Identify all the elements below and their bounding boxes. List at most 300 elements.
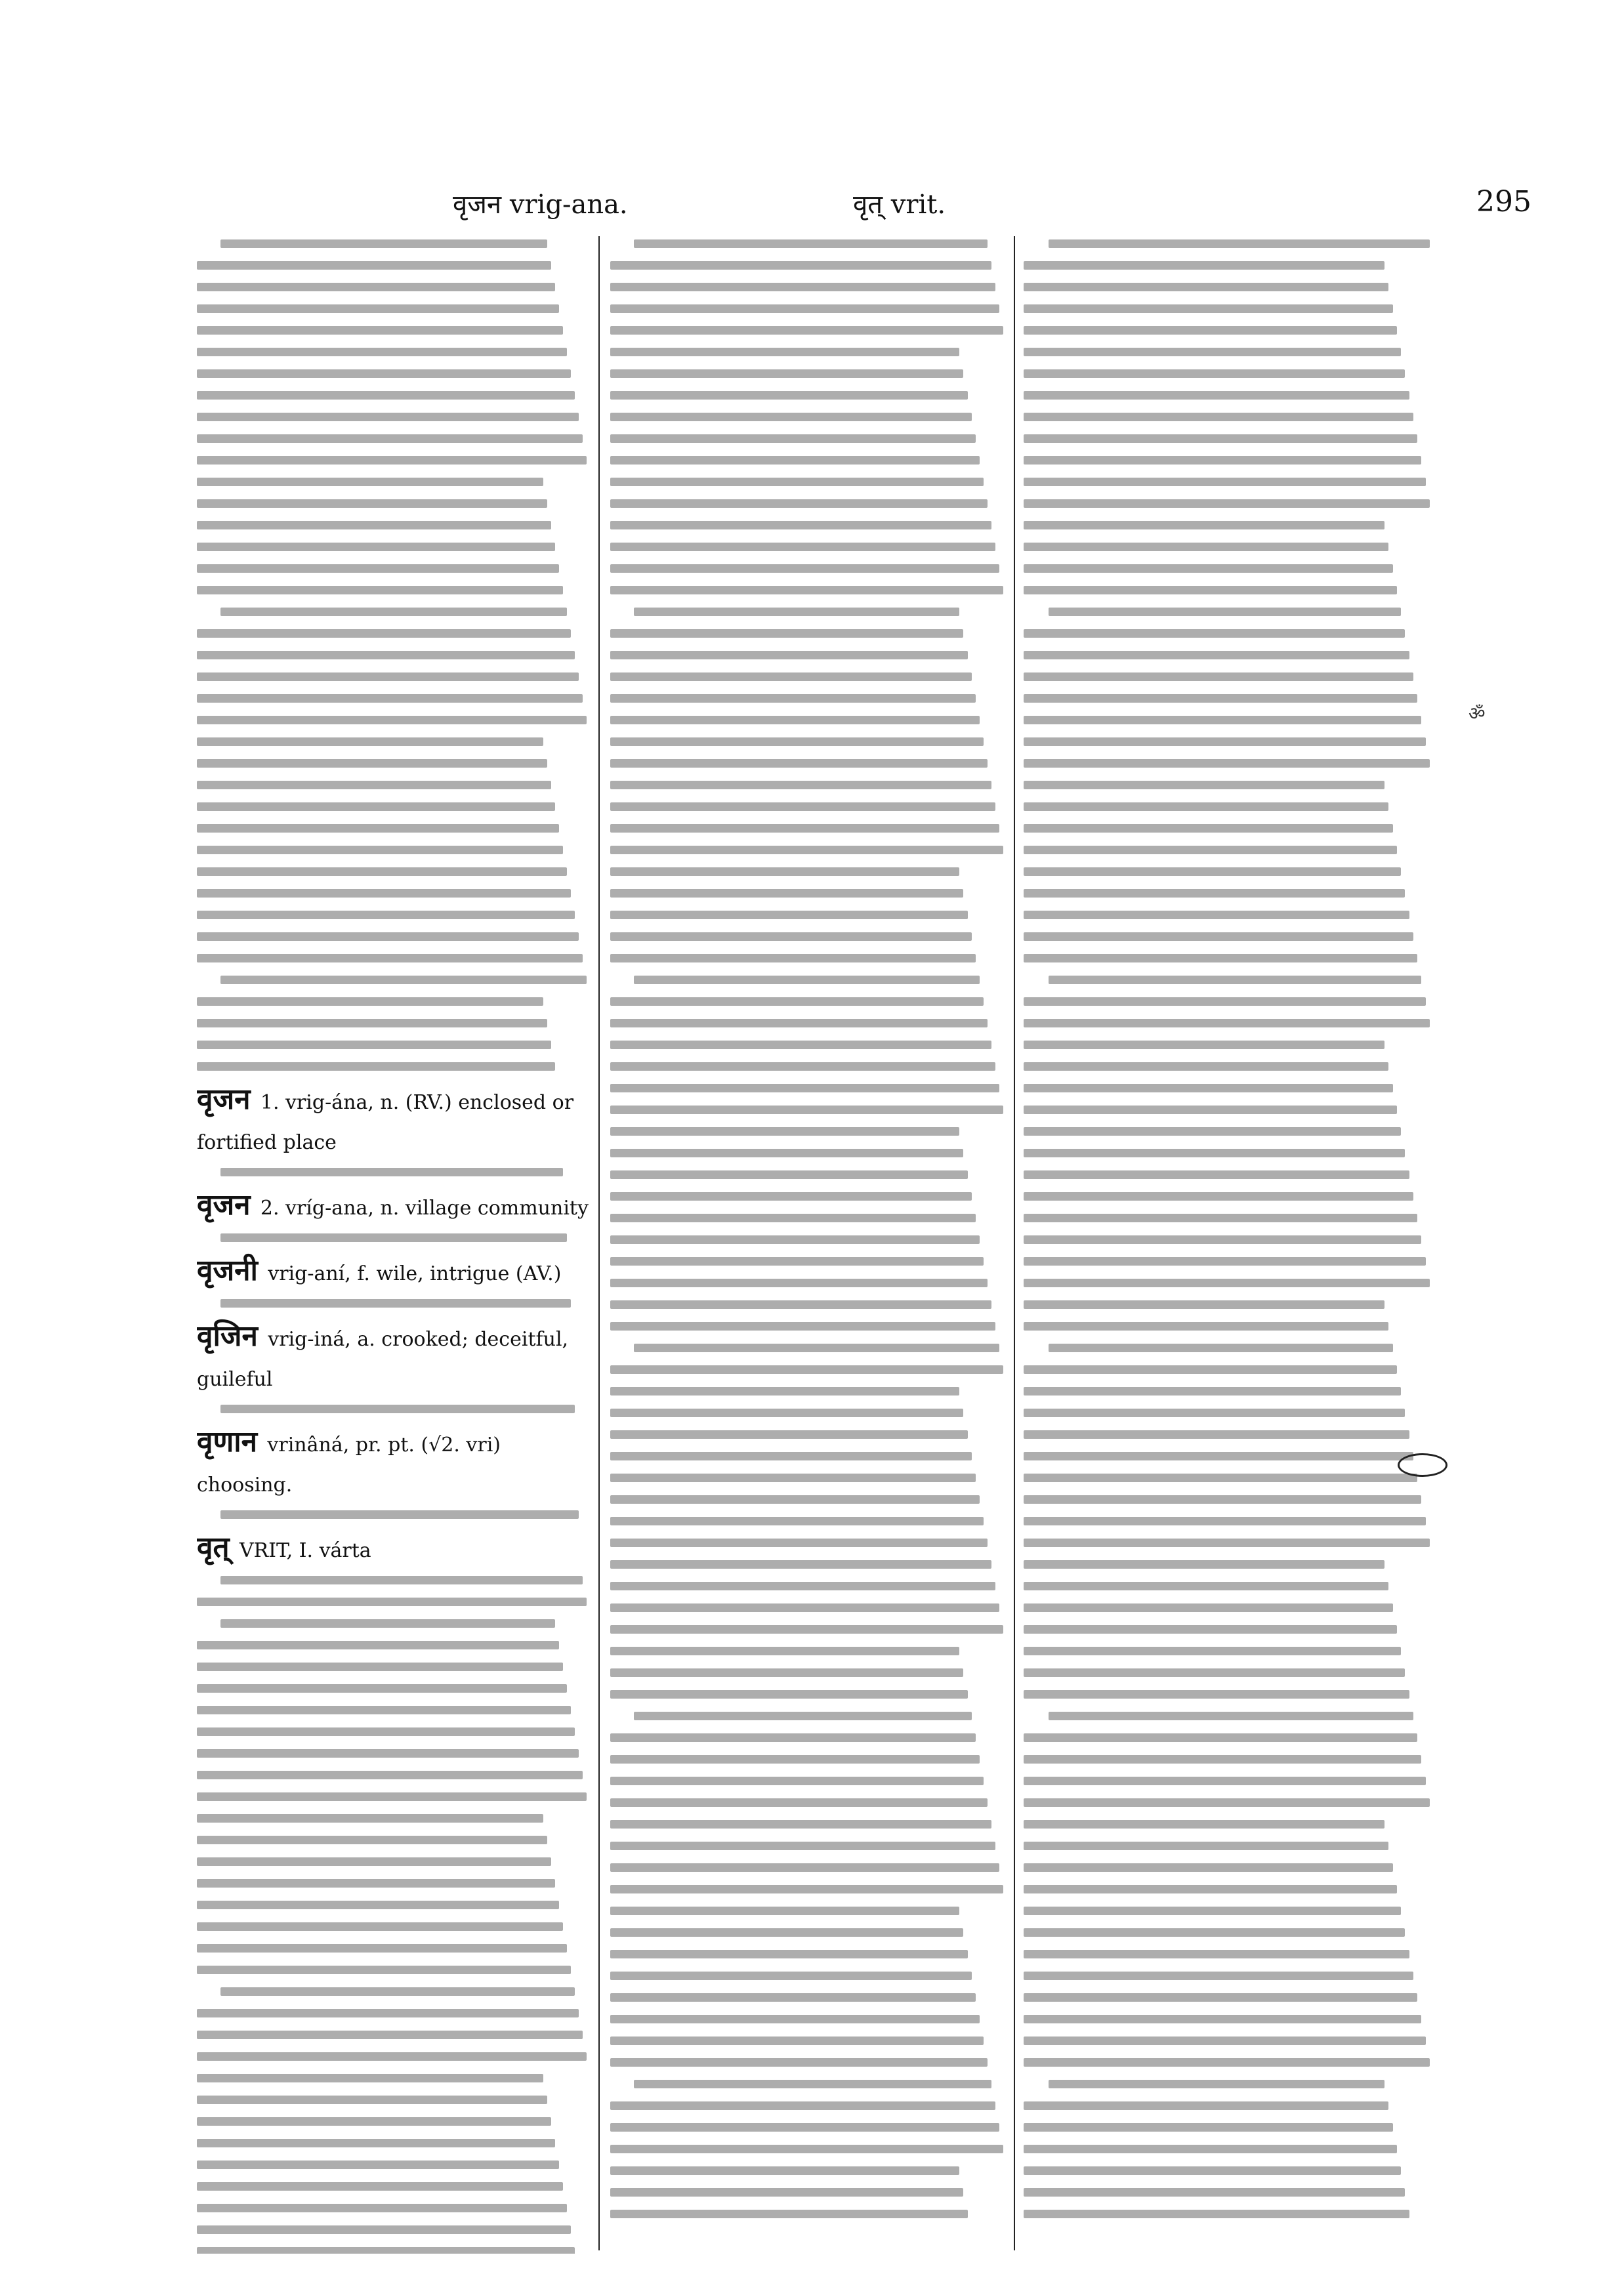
text-line-placeholder <box>1024 1322 1388 1331</box>
text-line-placeholder <box>220 976 587 984</box>
text-line-placeholder <box>610 1149 963 1157</box>
running-head <box>0 185 1624 231</box>
text-line-placeholder <box>610 326 1003 335</box>
text-line <box>1024 1402 1434 1424</box>
text-line <box>197 1829 591 1851</box>
text-line-placeholder <box>610 716 980 724</box>
text-line-placeholder <box>1024 2123 1393 2132</box>
text-line-placeholder <box>1024 846 1397 854</box>
text-line-placeholder <box>197 2074 543 2082</box>
text-line <box>610 2073 1007 2095</box>
text-line-placeholder <box>1024 1495 1421 1504</box>
text-line-placeholder <box>197 2139 555 2147</box>
text-line-placeholder <box>197 2182 563 2191</box>
text-line-placeholder <box>610 1106 1003 1114</box>
text-line <box>610 1380 1007 1402</box>
text-line <box>610 1186 1007 1207</box>
text-line-placeholder <box>610 1777 984 1785</box>
text-line <box>610 1640 1007 1662</box>
text-line <box>197 2132 591 2154</box>
text-line <box>197 1872 591 1894</box>
text-line-placeholder <box>197 911 575 919</box>
text-line <box>610 1792 1007 1813</box>
text-line <box>197 1227 591 1249</box>
text-line-placeholder <box>1049 1712 1413 1720</box>
text-line <box>1024 2138 1434 2160</box>
text-line <box>1024 1337 1434 1359</box>
text-line <box>197 753 591 774</box>
headword-gloss: vrig-aní, f. wile, intrigue (AV.) <box>268 1262 562 1285</box>
text-line-placeholder <box>1024 1062 1388 1071</box>
text-line <box>197 471 591 493</box>
text-line <box>610 882 1007 904</box>
text-line-placeholder <box>1024 2037 1426 2045</box>
text-line <box>610 1077 1007 1099</box>
text-line <box>1024 536 1434 558</box>
text-line-placeholder <box>610 1863 999 1872</box>
text-line <box>197 969 591 991</box>
text-line <box>197 1161 591 1183</box>
text-line <box>610 1315 1007 1337</box>
text-line <box>1024 947 1434 969</box>
text-line <box>610 2138 1007 2160</box>
text-line-placeholder <box>197 1706 571 1714</box>
text-line <box>610 1012 1007 1034</box>
text-line-placeholder <box>220 1619 555 1628</box>
text-line-placeholder <box>197 1771 583 1779</box>
text-line <box>610 991 1007 1012</box>
text-line-placeholder <box>610 348 959 356</box>
text-line-placeholder <box>1024 434 1417 443</box>
text-line-placeholder <box>1024 889 1405 898</box>
text-line <box>197 731 591 753</box>
text-line <box>1024 666 1434 688</box>
text-line <box>197 2176 591 2197</box>
text-line-placeholder <box>1024 1885 1397 1893</box>
text-line-placeholder <box>1024 1950 1409 1958</box>
text-line <box>610 558 1007 579</box>
text-line <box>1024 493 1434 514</box>
headword-gloss: vrig-iná, a. crooked; deceitful, guileful <box>197 1328 569 1391</box>
text-line <box>610 1056 1007 1077</box>
text-line <box>197 709 591 731</box>
text-line <box>197 623 591 644</box>
text-line <box>1024 1012 1434 1034</box>
text-line <box>197 601 591 623</box>
text-line <box>1024 1835 1434 1857</box>
text-line <box>610 2203 1007 2225</box>
text-line <box>1024 1597 1434 1619</box>
text-line <box>610 1965 1007 1987</box>
text-line <box>1024 1727 1434 1748</box>
text-line-placeholder <box>197 737 543 746</box>
text-line-placeholder <box>197 564 559 573</box>
text-line-placeholder <box>610 1214 976 1222</box>
text-line <box>1024 2203 1434 2225</box>
text-line <box>1024 1640 1434 1662</box>
text-line-placeholder <box>634 976 979 984</box>
text-line <box>197 233 591 255</box>
text-line-placeholder <box>610 1820 991 1829</box>
text-line-placeholder <box>610 521 991 529</box>
text-line <box>1024 1121 1434 1142</box>
text-line-placeholder <box>1024 326 1397 335</box>
text-line-placeholder <box>1024 1127 1401 1136</box>
text-line-placeholder <box>1049 239 1430 248</box>
text-line-placeholder <box>197 543 555 551</box>
text-line-placeholder <box>197 651 575 659</box>
text-line-placeholder <box>1024 369 1405 378</box>
text-line-placeholder <box>1024 2058 1430 2067</box>
text-line <box>1024 2052 1434 2073</box>
text-line <box>1024 1987 1434 2008</box>
text-line-placeholder <box>197 889 571 898</box>
text-line-placeholder <box>197 326 563 335</box>
text-line <box>1024 1705 1434 1727</box>
text-line-placeholder <box>1024 1149 1405 1157</box>
text-line-placeholder <box>610 1257 984 1266</box>
text-line-placeholder <box>1024 304 1393 313</box>
text-line <box>610 2160 1007 2181</box>
text-line-placeholder <box>197 629 571 638</box>
column-2 <box>610 233 1007 2254</box>
text-line <box>610 255 1007 276</box>
text-line-placeholder <box>610 2058 988 2067</box>
text-line-placeholder <box>1024 283 1388 291</box>
text-line <box>1024 428 1434 449</box>
text-line-placeholder <box>610 737 984 746</box>
text-line-placeholder <box>610 456 980 465</box>
text-line-placeholder <box>1024 954 1417 962</box>
text-line <box>1024 320 1434 341</box>
text-line <box>610 2052 1007 2073</box>
text-line <box>1024 753 1434 774</box>
text-line-placeholder <box>197 997 543 1006</box>
text-line <box>610 861 1007 882</box>
text-line <box>1024 255 1434 276</box>
text-line-placeholder <box>220 1987 575 1996</box>
text-line-placeholder <box>1024 1300 1385 1309</box>
text-line <box>1024 1900 1434 1922</box>
text-line <box>610 1727 1007 1748</box>
text-line <box>1024 926 1434 947</box>
text-line <box>1024 1510 1434 1532</box>
text-line-placeholder <box>610 2145 1003 2153</box>
text-line-placeholder <box>610 586 1003 594</box>
text-line-placeholder <box>610 1387 959 1396</box>
text-line-placeholder <box>610 1430 968 1439</box>
text-line-placeholder <box>610 672 972 681</box>
text-line-placeholder <box>197 2031 583 2039</box>
text-line-placeholder <box>610 1668 963 1677</box>
text-line <box>610 1489 1007 1510</box>
text-line-placeholder <box>197 1019 547 1027</box>
text-line <box>610 1532 1007 1554</box>
text-line-placeholder <box>1024 2015 1421 2023</box>
text-line <box>1024 2181 1434 2203</box>
text-line <box>197 991 591 1012</box>
text-line-placeholder <box>610 802 995 811</box>
text-line <box>1024 817 1434 839</box>
text-line <box>1024 384 1434 406</box>
text-line-placeholder <box>610 2101 995 2110</box>
text-line-placeholder <box>1024 1733 1417 1742</box>
headword-entry <box>197 1529 591 1569</box>
text-line <box>610 1229 1007 1251</box>
text-line <box>610 1121 1007 1142</box>
text-line <box>1024 1164 1434 1186</box>
text-line-placeholder <box>610 1972 972 1980</box>
text-line <box>1024 514 1434 536</box>
text-line <box>197 2241 591 2254</box>
text-line-placeholder <box>197 672 579 681</box>
text-line <box>197 1504 591 1525</box>
text-line <box>610 493 1007 514</box>
text-line-placeholder <box>1024 1539 1430 1547</box>
text-line-placeholder <box>1024 1907 1401 1915</box>
text-line-placeholder <box>610 1928 963 1937</box>
text-line-placeholder <box>1024 2166 1401 2175</box>
text-line <box>197 298 591 320</box>
text-line-placeholder <box>1024 629 1405 638</box>
text-line-placeholder <box>197 413 579 421</box>
headword: वृजिन <box>197 1319 268 1353</box>
text-line <box>1024 969 1434 991</box>
text-line-placeholder <box>220 1233 567 1242</box>
text-line-placeholder <box>1024 1452 1413 1460</box>
text-line <box>197 2046 591 2067</box>
text-line <box>610 406 1007 428</box>
text-line <box>1024 601 1434 623</box>
text-line-placeholder <box>220 1510 579 1519</box>
text-line-placeholder <box>610 867 959 876</box>
text-line-placeholder <box>1024 716 1421 724</box>
text-line-placeholder <box>1024 1560 1385 1569</box>
text-line <box>197 882 591 904</box>
headword-gloss: 2. vríg-ana, n. village community <box>260 1197 589 1220</box>
text-line-placeholder <box>1024 1041 1385 1049</box>
text-line <box>197 926 591 947</box>
text-line-placeholder <box>610 1993 976 2002</box>
text-line <box>1024 1857 1434 1878</box>
text-line <box>197 536 591 558</box>
text-line <box>197 947 591 969</box>
text-line-placeholder <box>197 2117 551 2126</box>
headword-entry <box>197 1081 591 1161</box>
text-line <box>610 1554 1007 1575</box>
text-line-placeholder <box>1024 2188 1405 2197</box>
text-line-placeholder <box>220 1576 583 1584</box>
text-line <box>1024 233 1434 255</box>
handwritten-circle-mark <box>1398 1453 1447 1477</box>
text-line-placeholder <box>610 478 984 486</box>
text-line <box>610 320 1007 341</box>
text-line-placeholder <box>610 434 976 443</box>
text-line <box>610 1835 1007 1857</box>
text-line-placeholder <box>610 1170 968 1179</box>
text-line-placeholder <box>1024 1106 1397 1114</box>
text-line-placeholder <box>197 369 571 378</box>
text-line-placeholder <box>1024 1192 1413 1201</box>
headword: वृजनी <box>197 1254 268 1287</box>
column-1 <box>197 233 591 2254</box>
text-line-placeholder <box>220 1299 571 1308</box>
text-line-placeholder <box>1024 1257 1426 1266</box>
text-line <box>1024 1684 1434 1705</box>
text-line <box>197 774 591 796</box>
text-line <box>610 233 1007 255</box>
text-line-placeholder <box>1024 456 1421 465</box>
text-line <box>610 1662 1007 1684</box>
text-line-placeholder <box>197 824 559 833</box>
text-line-placeholder <box>610 1365 1003 1374</box>
text-line-placeholder <box>197 1901 559 1909</box>
text-line <box>610 1575 1007 1597</box>
text-line-placeholder <box>1024 1084 1393 1092</box>
text-line <box>1024 644 1434 666</box>
text-line <box>1024 1099 1434 1121</box>
text-line <box>610 363 1007 384</box>
text-line <box>1024 1315 1434 1337</box>
text-line <box>1024 406 1434 428</box>
text-line <box>197 1937 591 1959</box>
text-line <box>1024 2117 1434 2138</box>
text-line-placeholder <box>1024 1214 1417 1222</box>
text-line-placeholder <box>220 239 547 248</box>
text-line-placeholder <box>1049 1344 1393 1352</box>
text-line <box>610 1705 1007 1727</box>
text-line-placeholder <box>634 1712 971 1720</box>
text-line <box>1024 1294 1434 1315</box>
text-line-placeholder <box>1024 1430 1409 1439</box>
text-line <box>1024 688 1434 709</box>
text-line <box>197 1292 591 1314</box>
text-line <box>1024 1380 1434 1402</box>
text-line <box>1024 1792 1434 1813</box>
text-line-placeholder <box>610 2166 959 2175</box>
text-line <box>610 1813 1007 1835</box>
text-line-placeholder <box>610 1474 976 1482</box>
text-line <box>1024 1554 1434 1575</box>
text-line <box>610 1987 1007 2008</box>
text-line-placeholder <box>610 1495 980 1504</box>
text-line-placeholder <box>197 304 559 313</box>
headword-gloss: VRIT, I. várta <box>239 1539 371 1562</box>
text-line-placeholder <box>1024 1928 1405 1937</box>
text-line-placeholder <box>197 391 575 400</box>
text-line-placeholder <box>610 304 999 313</box>
text-line-placeholder <box>634 1344 999 1352</box>
text-line-placeholder <box>634 608 959 616</box>
headword-entry <box>197 1318 591 1398</box>
text-line-placeholder <box>610 1907 959 1915</box>
text-line <box>1024 1424 1434 1445</box>
text-line <box>1024 2160 1434 2181</box>
text-line-placeholder <box>1024 2145 1397 2153</box>
text-line-placeholder <box>634 2080 991 2088</box>
text-line-placeholder <box>197 1922 563 1931</box>
text-line <box>1024 1207 1434 1229</box>
text-line-placeholder <box>610 1798 988 1807</box>
text-line-placeholder <box>1024 2101 1388 2110</box>
headword-gloss: vrinâná, pr. pt. (√2. vri) choosing. <box>197 1434 501 1497</box>
text-line <box>197 817 591 839</box>
text-line-placeholder <box>197 2052 587 2061</box>
text-line <box>1024 709 1434 731</box>
text-line <box>1024 1922 1434 1943</box>
text-line <box>610 1510 1007 1532</box>
text-line <box>610 1857 1007 1878</box>
text-line-placeholder <box>197 1062 555 1071</box>
text-line <box>197 688 591 709</box>
text-line-placeholder <box>610 1127 959 1136</box>
text-line <box>1024 558 1434 579</box>
text-line-placeholder <box>610 2188 963 2197</box>
text-line <box>610 1164 1007 1186</box>
headword-entry <box>197 1424 591 1504</box>
text-line-placeholder <box>1024 1755 1421 1764</box>
text-line <box>197 2219 591 2241</box>
text-line-placeholder <box>197 694 583 703</box>
text-line <box>197 406 591 428</box>
text-line <box>197 320 591 341</box>
text-line-placeholder <box>610 543 995 551</box>
text-line-placeholder <box>1024 824 1393 833</box>
text-line-placeholder <box>1024 348 1401 356</box>
text-line-placeholder <box>1024 1019 1430 1027</box>
text-line-placeholder <box>197 261 551 270</box>
text-line <box>197 363 591 384</box>
text-line-placeholder <box>197 1814 543 1823</box>
text-line-placeholder <box>1024 1603 1393 1612</box>
text-line-placeholder <box>197 456 587 465</box>
text-line-placeholder <box>197 1857 551 1866</box>
text-line-placeholder <box>1024 1365 1397 1374</box>
text-line-placeholder <box>1024 1409 1405 1417</box>
text-line-placeholder <box>610 629 963 638</box>
text-line <box>197 1656 591 1678</box>
text-line <box>1024 991 1434 1012</box>
text-line <box>610 926 1007 947</box>
text-line-placeholder <box>610 1409 963 1417</box>
text-line <box>1024 1034 1434 1056</box>
text-line-placeholder <box>1024 867 1401 876</box>
text-line-placeholder <box>610 2037 984 2045</box>
text-line <box>610 298 1007 320</box>
text-line <box>197 1743 591 1764</box>
text-line-placeholder <box>610 651 968 659</box>
text-line <box>610 2095 1007 2117</box>
text-line <box>197 1634 591 1656</box>
text-line-placeholder <box>610 694 976 703</box>
text-line-placeholder <box>1024 478 1426 486</box>
text-line-placeholder <box>1024 1647 1401 1655</box>
text-line-placeholder <box>610 1322 995 1331</box>
text-line <box>610 796 1007 817</box>
text-line-placeholder <box>1024 1842 1388 1850</box>
text-line <box>1024 1229 1434 1251</box>
text-line-placeholder <box>610 2210 968 2218</box>
text-line-placeholder <box>1024 759 1430 768</box>
text-line <box>1024 882 1434 904</box>
text-line-placeholder <box>197 2247 575 2254</box>
text-line <box>1024 1186 1434 1207</box>
text-line <box>1024 623 1434 644</box>
text-line <box>1024 1077 1434 1099</box>
text-line-placeholder <box>1024 1690 1409 1699</box>
text-line-placeholder <box>610 369 963 378</box>
text-line <box>610 1251 1007 1272</box>
